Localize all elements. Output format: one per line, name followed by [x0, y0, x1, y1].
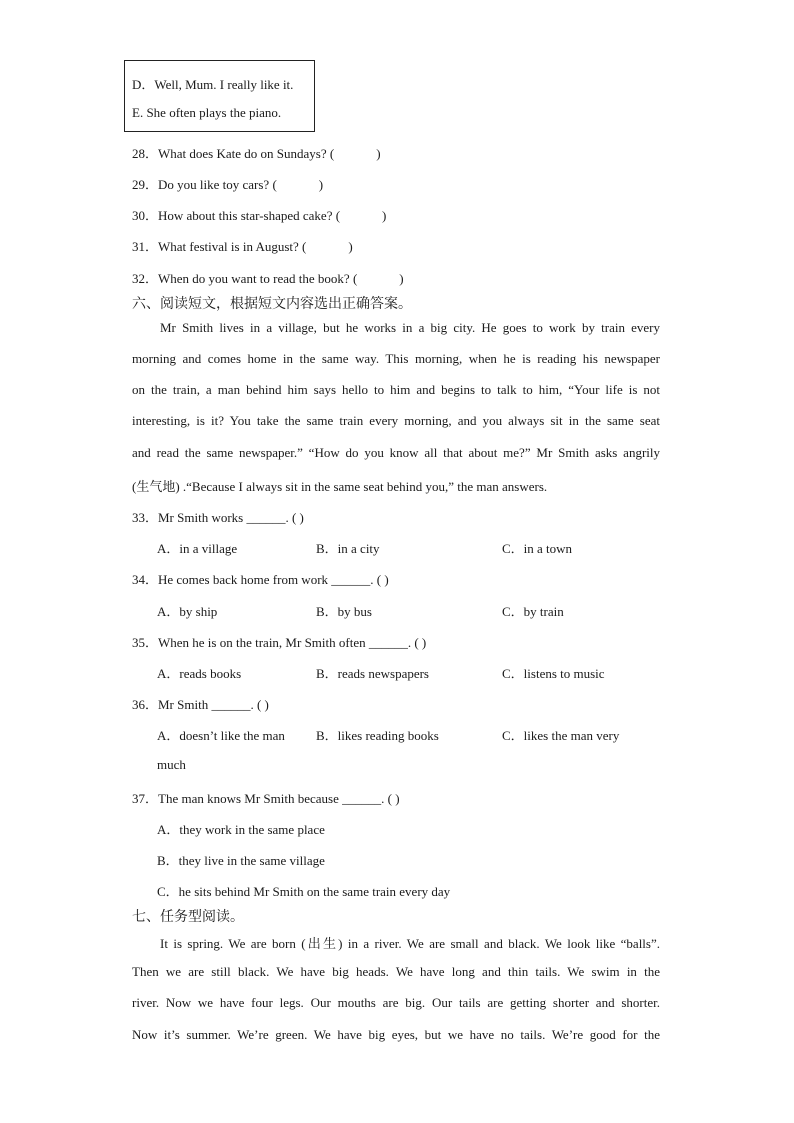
passage-7-line-2: Then we are still black. We have big heads. We have long and thin tails. We swim in the: [132, 964, 660, 979]
question-36: 36．Mr Smith ______. ( ): [132, 697, 269, 712]
question-31: 31．What festival is in August? ( ): [132, 239, 353, 254]
q35-option-b: B．reads newspapers: [316, 666, 429, 681]
q36-option-a: A．doesn’t like the man: [157, 728, 285, 743]
question-34: 34．He comes back home from work ______. ( ): [132, 572, 389, 587]
q34-option-a: A．by ship: [157, 604, 218, 619]
section-7-title: 七、任务型阅读。: [132, 909, 244, 925]
question-32: 32．When do you want to read the book? ( ): [132, 271, 404, 286]
q34-option-b: B．by bus: [316, 604, 372, 619]
passage-6-line-2: morning and comes home in the same way. This morning, when he is reading his newspaper: [132, 351, 660, 366]
section-6-title: 六、阅读短文，根据短文内容选出正确答案。: [132, 296, 412, 312]
passage-6-line-3: on the train, a man behind him says hello to him and begins to talk to him, “Your life is not: [132, 382, 660, 397]
q33-option-b: B．in a city: [316, 541, 380, 556]
question-35: 35．When he is on the train, Mr Smith often ______. ( ): [132, 635, 427, 650]
q37-option-b: B．they live in the same village: [157, 853, 325, 868]
question-28: 28．What does Kate do on Sundays? ( ): [132, 146, 381, 161]
option-e: E. She often plays the piano.: [132, 105, 282, 120]
q35-option-c: C．listens to music: [502, 666, 605, 681]
passage-6-line-5: and read the same newspaper.” “How do you know all that about me?” Mr Smith asks angrily: [132, 445, 660, 460]
question-33: 33．Mr Smith works ______. ( ): [132, 510, 304, 525]
passage-7-line-1: It is spring. We are born (出生) in a river. We are small and black. We look like “balls”.: [160, 936, 660, 951]
passage-6-line-4: interesting, is it? You take the same train every morning, and you always sit in the same seat: [132, 413, 660, 428]
question-29: 29．Do you like toy cars? ( ): [132, 177, 324, 192]
q37-option-a: A．they work in the same place: [157, 822, 325, 837]
options-box: [124, 60, 315, 132]
question-30: 30．How about this star-shaped cake? ( ): [132, 208, 387, 223]
question-37: 37．The man knows Mr Smith because ______. ( ): [132, 791, 400, 806]
q34-option-c: C．by train: [502, 604, 564, 619]
q35-option-a: A．reads books: [157, 666, 242, 681]
passage-7-line-3: river. Now we have four legs. Our mouths are big. Our tails are getting shorter and shorter.: [132, 995, 660, 1010]
q36-option-b: B．likes reading books: [316, 728, 439, 743]
passage-6-line-1: Mr Smith lives in a village, but he works in a big city. He goes to work by train every: [160, 320, 660, 335]
option-d: D．Well, Mum. I really like it.: [132, 77, 294, 92]
q36-option-c: C．likes the man very: [502, 728, 620, 743]
q36-option-c-continued: much: [157, 757, 186, 772]
q33-option-a: A．in a village: [157, 541, 238, 556]
q37-option-c: C．he sits behind Mr Smith on the same train every day: [157, 884, 451, 899]
q33-option-c: C．in a town: [502, 541, 573, 556]
passage-6-line-6: (生气地) .“Because I always sit in the same seat behind you,” the man answers.: [132, 479, 548, 494]
passage-7-line-4: Now it’s summer. We’re green. We have big eyes, but we have no tails. We’re good for the: [132, 1027, 660, 1042]
